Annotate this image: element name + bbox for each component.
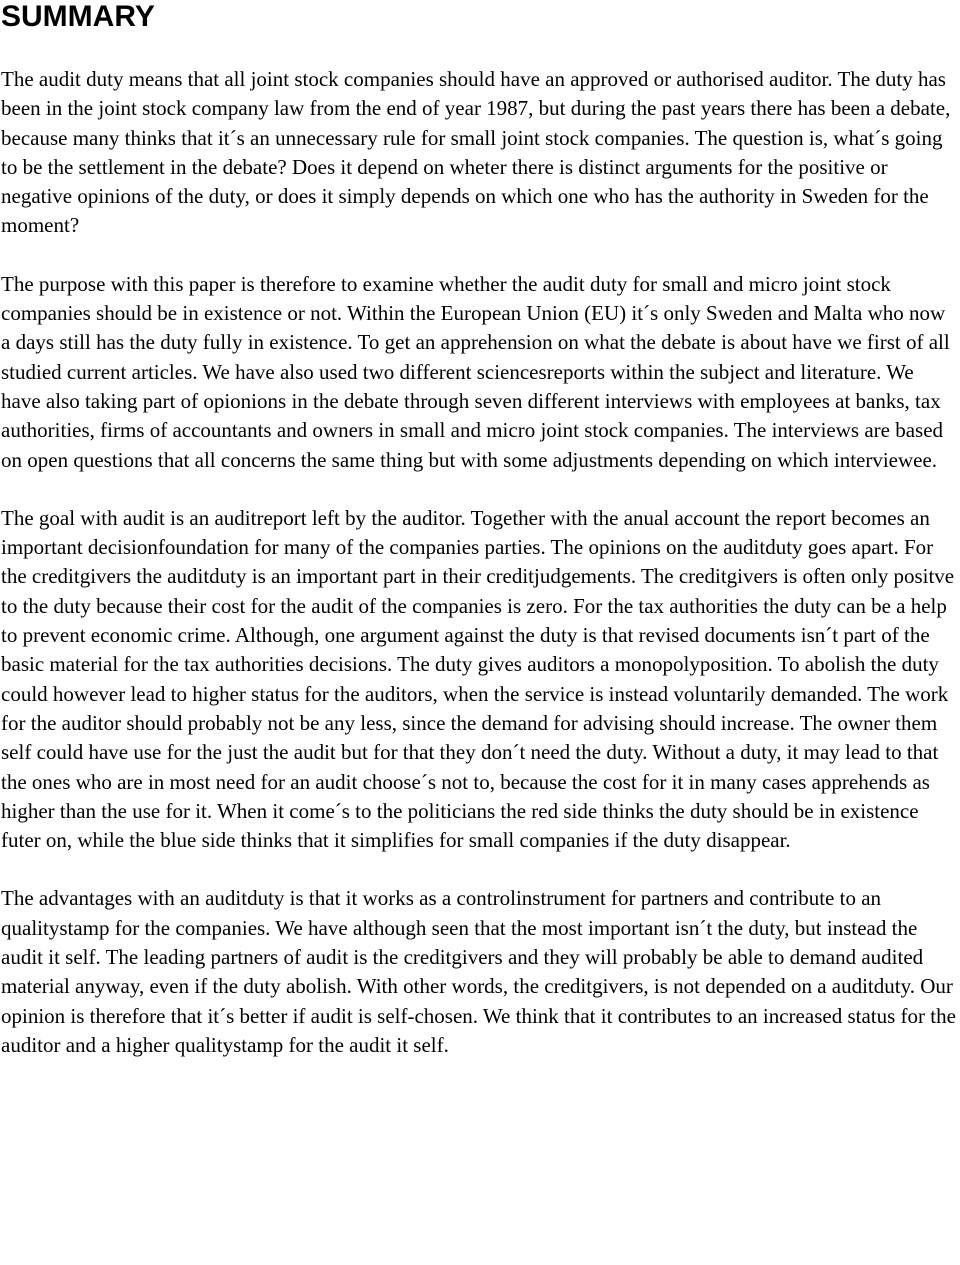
page-title: SUMMARY <box>1 0 155 33</box>
paragraph-intro: The audit duty means that all joint stock companies should have an approved or authorised auditor. The duty has been in the joint stock company law from the end of year 1987, but during the past years there has been a debate, because many thinks that it´s an unnecessary rule for small joint stock companies. The question is, what´s going to be the settlement in the debate? Does it depend on wheter there is distinct arguments for the positive or negative opinions of the duty, or does it simply depends on which one who has the authority in Sweden for the moment? <box>1 67 951 238</box>
paragraph-advantages: The advantages with an auditduty is that it works as a controlinstrument for partners and contribute to an qualitystamp for the companies. We have although seen that the most important isn´t the duty, but instead the audit it self. The leading partners of audit is the creditgivers and they will probably be able to demand audited material anyway, even if the duty abolish. With other words, the creditgivers, is not depended on a auditduty. Our opinion is therefore that it´s better if audit is self-chosen. We think that it contributes to an increased status for the auditor and a higher qualitystamp for the audit it self. <box>1 886 956 1057</box>
paragraph-purpose: The purpose with this paper is therefore to examine whether the audit duty for small and micro joint stock companies should be in existence or not. Within the European Union (EU) it´s only Sweden and Malta who now a days still has the duty fully in existence. To get an apprehension on what the debate is about have we first of all studied current articles. We have also used two different sciencesreports within the subject and literature. We have also taking part of opionions in the debate through seven different interviews with employees at banks, tax authorities, firms of accountants and owners in small and micro joint stock companies. The interviews are based on open questions that all concerns the same thing but with some adjustments depending on which interviewee. <box>1 271 950 472</box>
document-page <box>1 0 958 1060</box>
paragraph-goal: The goal with audit is an auditreport left by the auditor. Together with the anual account the report becomes an important decisionfoundation for many of the companies parties. The opinions on the auditduty goes apart. For the creditgivers the auditduty is an important part in their creditjudgements. The creditgivers is often only positve to the duty because their cost for the audit of the companies is zero. For the tax authorities the duty can be a help to prevent economic crime. Although, one argument against the duty is that revised documents isn´t part of the basic material for the tax authorities decisions. The duty gives auditors a monopolyposition. To abolish the duty could however lead to higher status for the auditors, when the service is instead voluntarily demanded. The work for the auditor should probably not be any less, since the demand for advising should increase. The owner them self could have use for the just the audit but for that they don´t need the duty. Without a duty, it may lead to that the ones who are in most need for an audit choose´s not to, because the cost for it in many cases apprehends as higher than the use for it. When it come´s to the politicians the red side thinks the duty should be in existence futer on, while the blue side thinks that it simplifies for small companies if the duty disappear. <box>1 505 955 853</box>
